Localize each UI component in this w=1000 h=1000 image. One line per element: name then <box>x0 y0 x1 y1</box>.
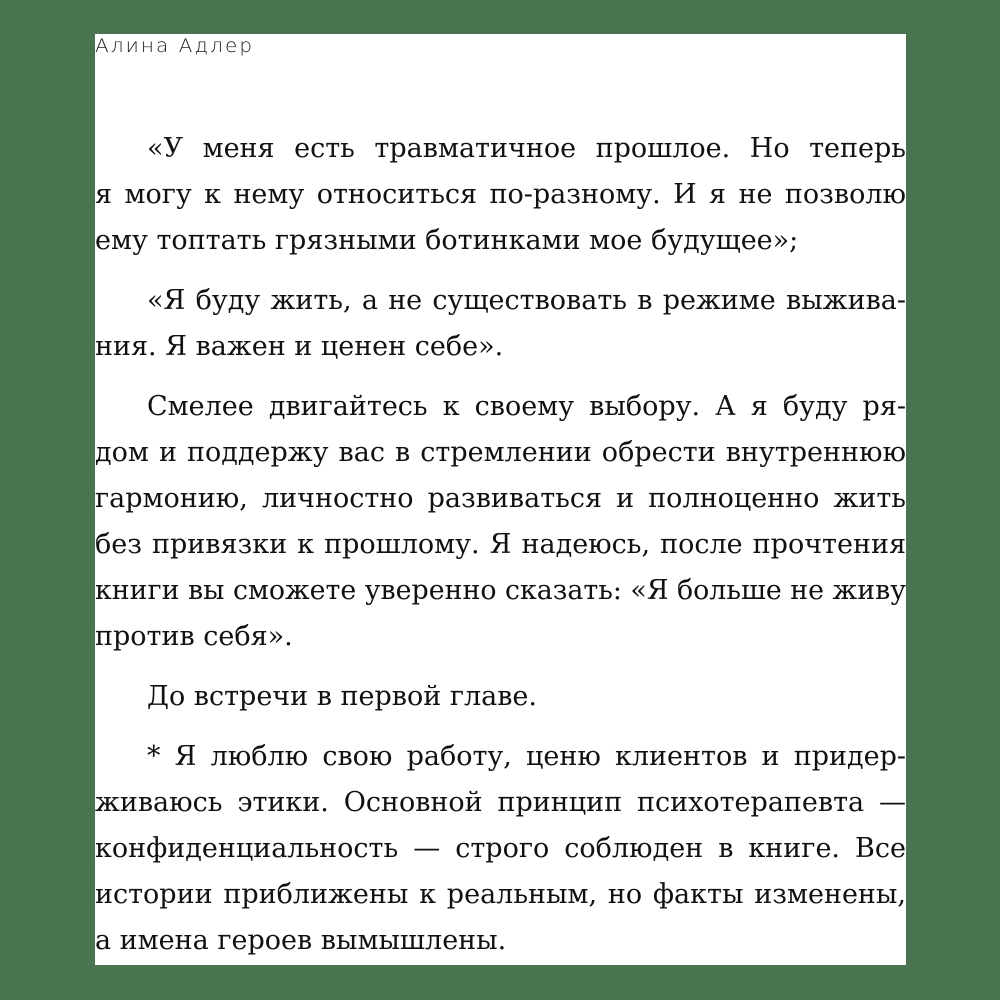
text-line: Смелее двигайтесь к своему выбору. А я буду ря- <box>147 391 906 422</box>
book-page <box>95 34 906 965</box>
text-line: ему топтать грязными ботинками мое будущее»; <box>95 225 799 256</box>
paragraph-encouragement <box>95 384 906 660</box>
text-line: без привязки к прошлому. Я надеюсь, после прочтения <box>95 529 906 560</box>
text-line: конфиденциальность — строго соблюден в книге. Все <box>95 833 906 864</box>
body-text <box>95 126 906 978</box>
text-line: я могу к нему относиться по-разному. И я не позволю <box>95 179 906 210</box>
text-line: * Я люблю свою работу, ценю клиентов и придер- <box>147 741 906 772</box>
text-line: истории приближены к реальным, но факты изменены, <box>95 879 906 910</box>
text-line: гармонию, личностно развиваться и полноценно жить <box>95 483 906 514</box>
paragraph-quote-2 <box>95 278 906 370</box>
text-line: дом и поддержу вас в стремлении обрести внутреннюю <box>95 437 906 468</box>
paragraph-quote-1 <box>95 126 906 264</box>
text-line: книги вы сможете уверенно сказать: «Я больше не живу <box>95 575 906 606</box>
text-line: ния. Я важен и ценен себе». <box>95 331 504 362</box>
text-line: живаюсь этики. Основной принцип психотерапевта — <box>95 787 906 818</box>
text-line: «Я буду жить, а не существовать в режиме выжива- <box>147 285 906 316</box>
text-line: До встречи в первой главе. <box>147 681 537 712</box>
text-line: «У меня есть травматичное прошлое. Но теперь <box>147 133 906 164</box>
text-line: а имена героев вымышлены. <box>95 925 507 956</box>
paragraph-footnote <box>95 734 906 964</box>
text-line: против себя». <box>95 621 293 652</box>
paragraph-closing <box>95 674 906 720</box>
running-head-author: Алина Адлер <box>95 35 255 57</box>
